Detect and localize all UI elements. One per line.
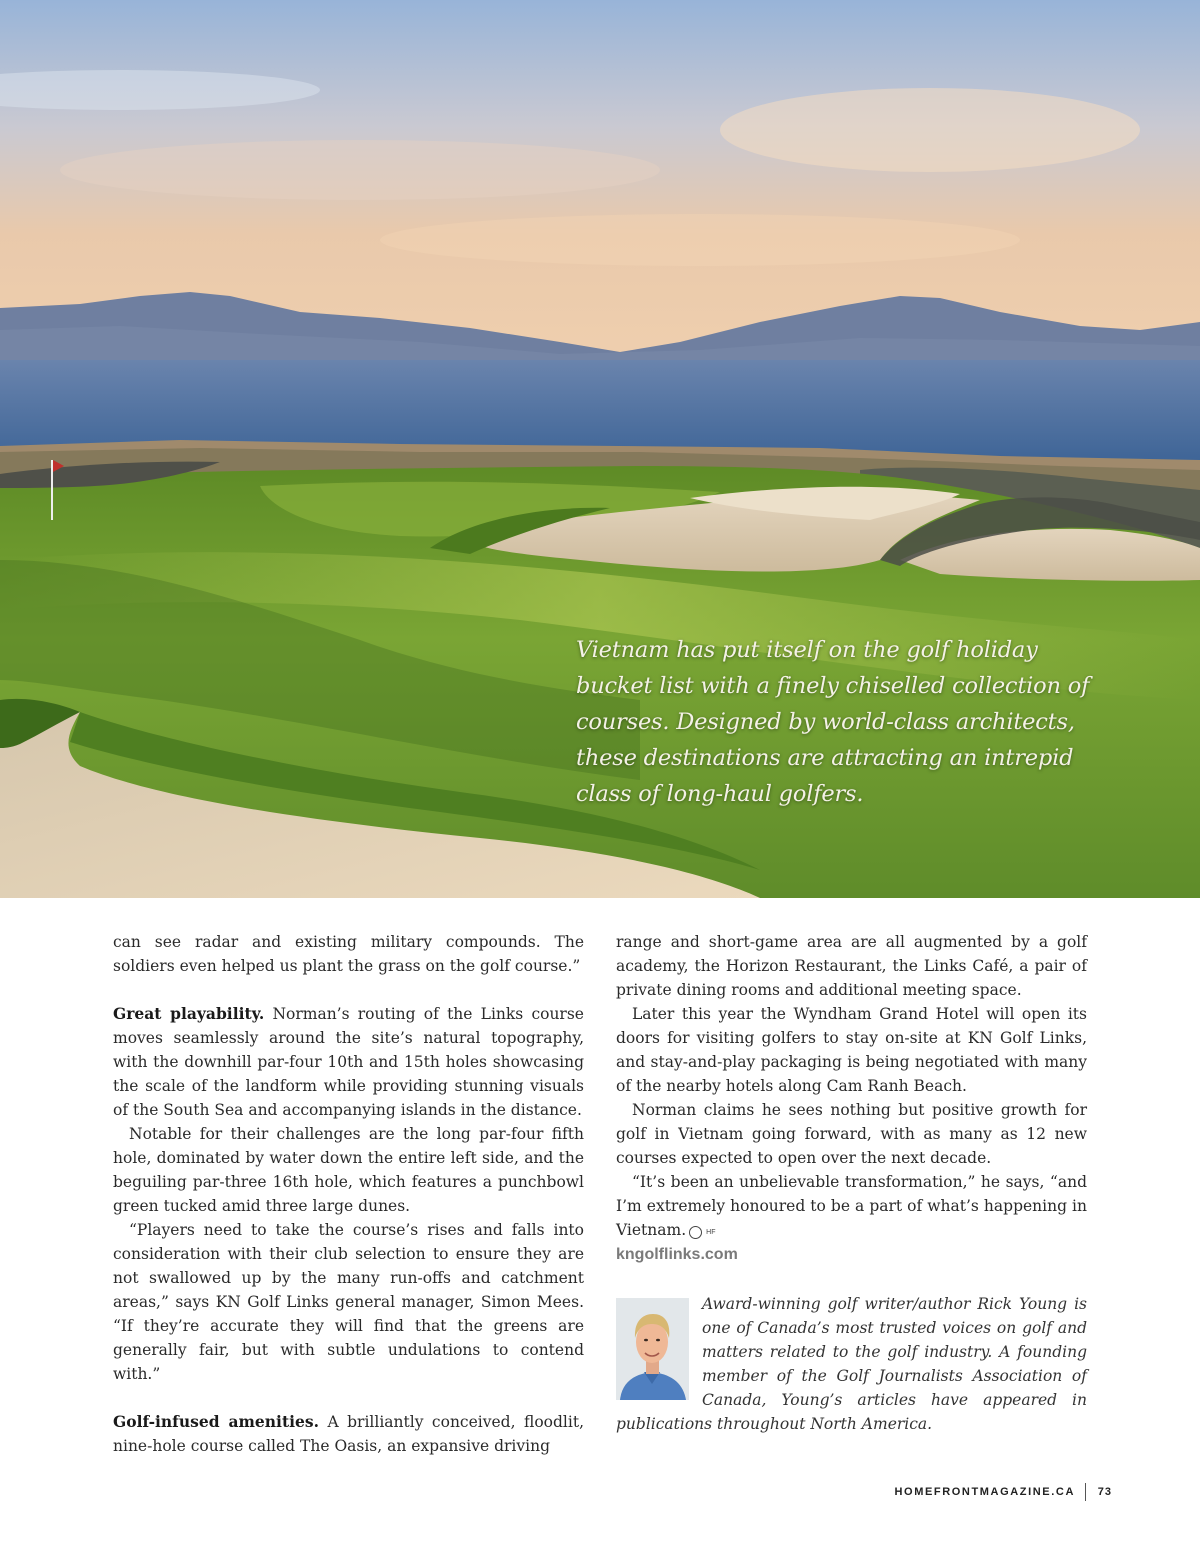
article-column-left [113, 930, 584, 1458]
body-text: Norman’s routing of the Links course moves seamlessly around the site’s natural topography, with the downhill par-four 10th and 15th holes showcasing the scale of the landform while providing stunning visuals of the South Sea and accompanying islands in the distance. [113, 1005, 584, 1119]
body-paragraph: Notable for their challenges are the long par-four fifth hole, dominated by water down the entire left side, and the beguiling par-three 16th hole, which features a punchbowl green tucked amid three large dunes. [113, 1125, 584, 1215]
page-footer [0, 1483, 1112, 1503]
footer-site-name[interactable]: HOMEFRONTMAGAZINE.CA [894, 1486, 1075, 1498]
end-mark-icon: HF [689, 1226, 702, 1239]
body-paragraph: Norman claims he sees nothing but positive growth for golf in Vietnam going forward, with as many as 12 new courses expected to open over the next decade. [616, 1101, 1087, 1167]
body-text: A brilliantly conceived, floodlit, nine-hole course called The Oasis, an expansive driving [113, 1413, 584, 1455]
body-paragraph: can see radar and existing military compounds. The soldiers even helped us plant the grass on the golf course.” [113, 933, 584, 975]
pull-quote [576, 632, 1136, 812]
author-bio [616, 1292, 1087, 1436]
author-bio-text: Award-winning golf writer/author Rick Young is one of Canada’s most trusted voices on golf and matters related to the golf industry. A founding member of the Golf Journalists Association of Canada, Young’s articles have appeared in publications throughout North America. [616, 1295, 1087, 1433]
body-text: “It’s been an unbelievable transformation,” he says, “and I’m extremely honoured to be a part of what’s happening in Vietnam. [616, 1173, 1087, 1239]
photo-spacer [616, 1292, 702, 1410]
page-number: 73 [1097, 1486, 1112, 1498]
pull-quote-line: Vietnam has put itself on the golf holiday [576, 637, 1038, 663]
body-paragraph: Later this year the Wyndham Grand Hotel will open its doors for visiting golfers to stay on-site at KN Golf Links, and stay-and-play packaging is being negotiated with many of the nearby hotels along Cam Ranh Beach. [616, 1005, 1087, 1095]
section-lead: Great playability. [113, 1004, 265, 1023]
body-paragraph [616, 1170, 1087, 1242]
pull-quote-line: these destinations are attracting an intrepid [576, 745, 1074, 771]
body-paragraph: “Players need to take the course’s rises and falls into consideration with their club selection to ensure they are not swallowed up by the many run-offs and catchment areas,” says KN Golf Links general manager, Simon Mees. “If they’re accurate they will find that the greens are generally fair, but with subtle undulations to contend with.” [113, 1221, 584, 1383]
pull-quote-line: class of long-haul golfers. [576, 781, 864, 807]
website-link[interactable]: kngolflinks.com [616, 1246, 738, 1263]
pull-quote-line: courses. Designed by world-class architects, [576, 709, 1075, 735]
footer-divider [1085, 1483, 1086, 1501]
article-column-right [616, 930, 1087, 1267]
body-paragraph: range and short-game area are all augmented by a golf academy, the Horizon Restaurant, the Links Café, a pair of private dining rooms and additional meeting space. [616, 933, 1087, 999]
body-paragraph [113, 1002, 584, 1122]
body-paragraph [113, 1410, 584, 1458]
pull-quote-line: bucket list with a finely chiselled collection of [576, 673, 1090, 699]
section-lead: Golf-infused amenities. [113, 1412, 319, 1431]
website-link-paragraph [616, 1242, 1087, 1267]
